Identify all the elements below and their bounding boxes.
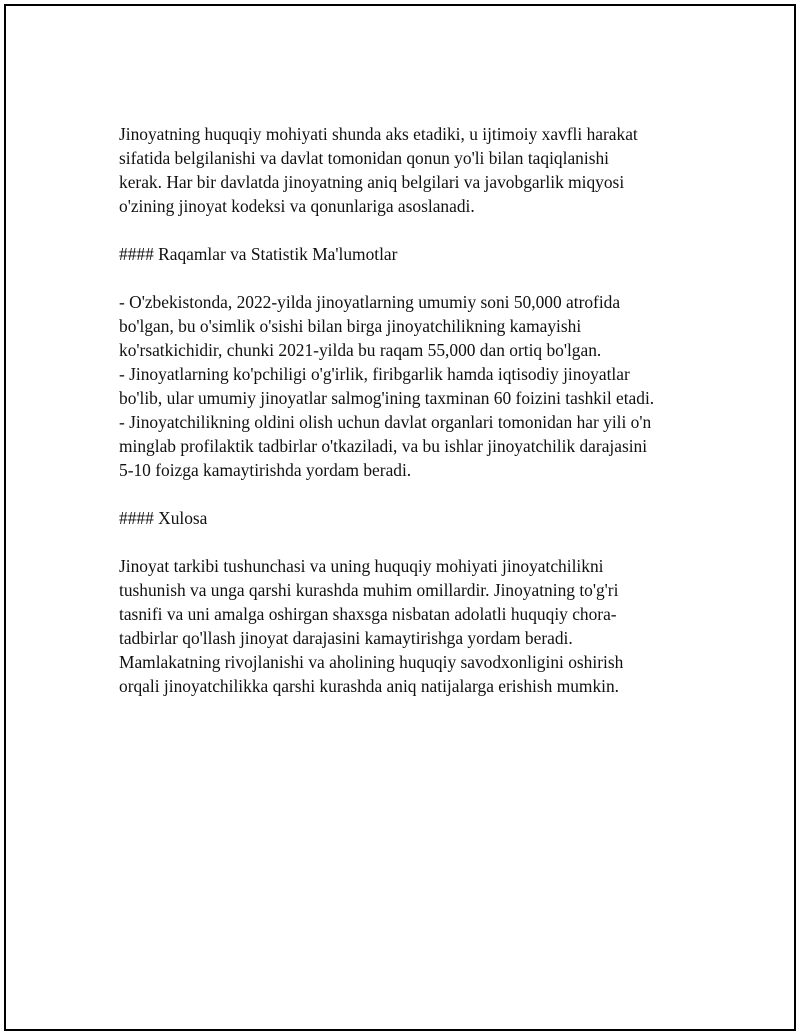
statistics-line: - Jinoyatlarning ko'pchiligi o'g'irlik, firibgarlik hamda iqtisodiy jinoyatlar	[119, 364, 630, 384]
conclusion-line: orqali jinoyatchilikka qarshi kurashda aniq natijalarga erishish mumkin.	[119, 676, 620, 696]
intro-paragraph	[119, 122, 704, 218]
statistics-line: - O'zbekistonda, 2022-yilda jinoyatlarning umumiy soni 50,000 atrofida	[119, 292, 621, 312]
statistics-line: bo'lgan, bu o'simlik o'sishi bilan birga jinoyatchilikning kamayishi	[119, 316, 582, 336]
section-heading-statistics-text: #### Raqamlar va Statistik Ma'lumotlar	[119, 244, 398, 264]
statistics-line: minglab profilaktik tadbirlar o'tkaziladi, va bu ishlar jinoyatchilik darajasini	[119, 436, 648, 456]
intro-line: kerak. Har bir davlatda jinoyatning aniq belgilari va javobgarlik miqyosi	[119, 172, 625, 192]
conclusion-line: tadbirlar qo'llash jinoyat darajasini kamaytirishga yordam beradi.	[119, 628, 573, 648]
statistics-list	[119, 290, 704, 482]
intro-line: sifatida belgilanishi va davlat tomonidan qonun yo'li bilan taqiqlanishi	[119, 148, 609, 168]
section-heading-statistics	[119, 242, 704, 266]
statistics-line: 5-10 foizga kamaytirishda yordam beradi.	[119, 460, 412, 480]
document-body	[119, 122, 704, 722]
intro-line: o'zining jinoyat kodeksi va qonunlariga asoslanadi.	[119, 196, 475, 216]
document-page	[4, 4, 796, 1031]
intro-line: Jinoyatning huquqiy mohiyati shunda aks etadiki, u ijtimoiy xavfli harakat	[119, 124, 638, 144]
conclusion-paragraph	[119, 554, 704, 698]
conclusion-line: Mamlakatning rivojlanishi va aholining huquqiy savodxonligini oshirish	[119, 652, 624, 672]
statistics-line: bo'lib, ular umumiy jinoyatlar salmog'ining taxminan 60 foizini tashkil etadi.	[119, 388, 655, 408]
statistics-line: - Jinoyatchilikning oldini olish uchun davlat organlari tomonidan har yili o'n	[119, 412, 652, 432]
section-heading-conclusion	[119, 506, 704, 530]
statistics-line: ko'rsatkichidir, chunki 2021-yilda bu raqam 55,000 dan ortiq bo'lgan.	[119, 340, 602, 360]
conclusion-line: tushunish va unga qarshi kurashda muhim omillardir. Jinoyatning to'g'ri	[119, 580, 619, 600]
section-heading-conclusion-text: #### Xulosa	[119, 508, 208, 528]
conclusion-line: tasnifi va uni amalga oshirgan shaxsga nisbatan adolatli huquqiy chora-	[119, 604, 617, 624]
conclusion-line: Jinoyat tarkibi tushunchasi va uning huquqiy mohiyati jinoyatchilikni	[119, 556, 604, 576]
